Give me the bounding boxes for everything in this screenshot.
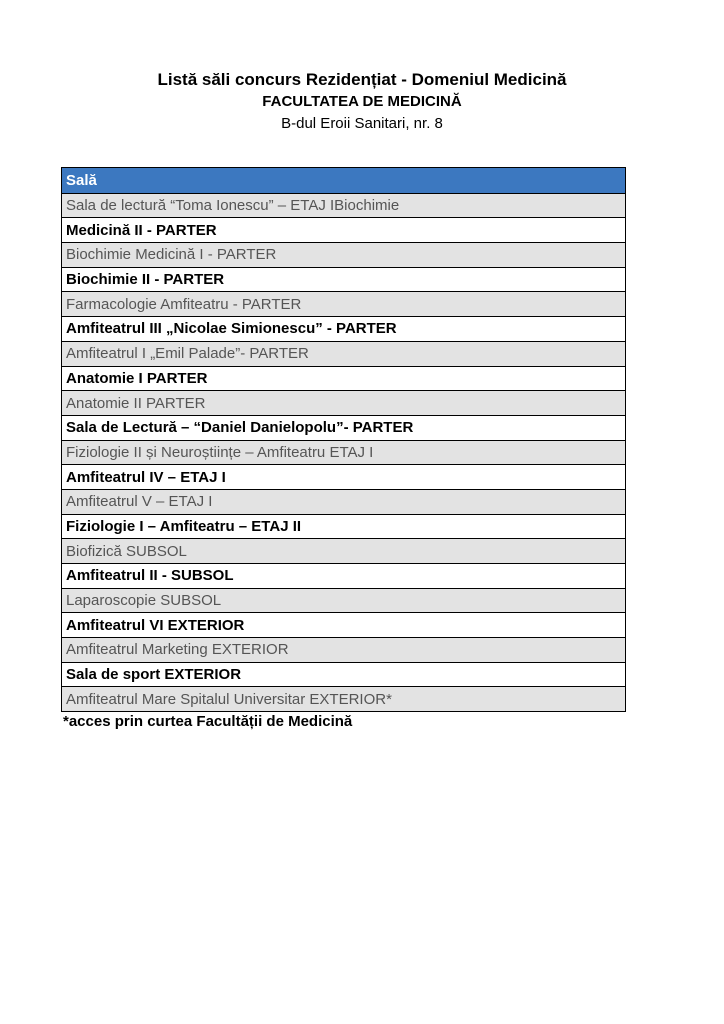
table-row: Farmacologie Amfiteatru - PARTER xyxy=(62,291,625,316)
table-row: Amfiteatrul II - SUBSOL xyxy=(62,563,625,588)
table-row: Amfiteatrul VI EXTERIOR xyxy=(62,612,625,637)
table-body xyxy=(62,193,625,711)
table-row: Anatomie II PARTER xyxy=(62,390,625,415)
table-row: Fiziologie II și Neuroștiințe – Amfiteatru ETAJ I xyxy=(62,440,625,465)
table-row: Laparoscopie SUBSOL xyxy=(62,588,625,613)
table-row: Amfiteatrul III „Nicolae Simionescu” - PARTER xyxy=(62,316,625,341)
table-row: Biochimie II - PARTER xyxy=(62,267,625,292)
footnote: *acces prin curtea Facultății de Medicină xyxy=(63,713,353,730)
table-row: Biochimie Medicină I - PARTER xyxy=(62,242,625,267)
table-row: Sala de Lectură – “Daniel Danielopolu”- PARTER xyxy=(62,415,625,440)
table-row: Amfiteatrul I „Emil Palade”- PARTER xyxy=(62,341,625,366)
page-title: Listă săli concurs Rezidențiat - Domeniul Medicină xyxy=(157,70,567,89)
table-row: Sala de sport EXTERIOR xyxy=(62,662,625,687)
table-row: Medicină II - PARTER xyxy=(62,217,625,242)
document-header xyxy=(0,68,724,135)
table-row: Amfiteatrul Mare Spitalul Universitar EXTERIOR* xyxy=(62,686,625,711)
rooms-table xyxy=(61,167,626,712)
table-row: Biofizică SUBSOL xyxy=(62,538,625,563)
table-row: Anatomie I PARTER xyxy=(62,366,625,391)
table-row: Fiziologie I – Amfiteatru – ETAJ II xyxy=(62,514,625,539)
table-row: Sala de lectură “Toma Ionescu” – ETAJ IBiochimie xyxy=(62,193,625,218)
table-row: Amfiteatrul IV – ETAJ I xyxy=(62,464,625,489)
table-row: Amfiteatrul Marketing EXTERIOR xyxy=(62,637,625,662)
table-row: Amfiteatrul V – ETAJ I xyxy=(62,489,625,514)
faculty-name: FACULTATEA DE MEDICINĂ xyxy=(262,93,462,110)
table-header: Sală xyxy=(62,168,625,193)
faculty-address: B-dul Eroii Sanitari, nr. 8 xyxy=(281,115,443,132)
